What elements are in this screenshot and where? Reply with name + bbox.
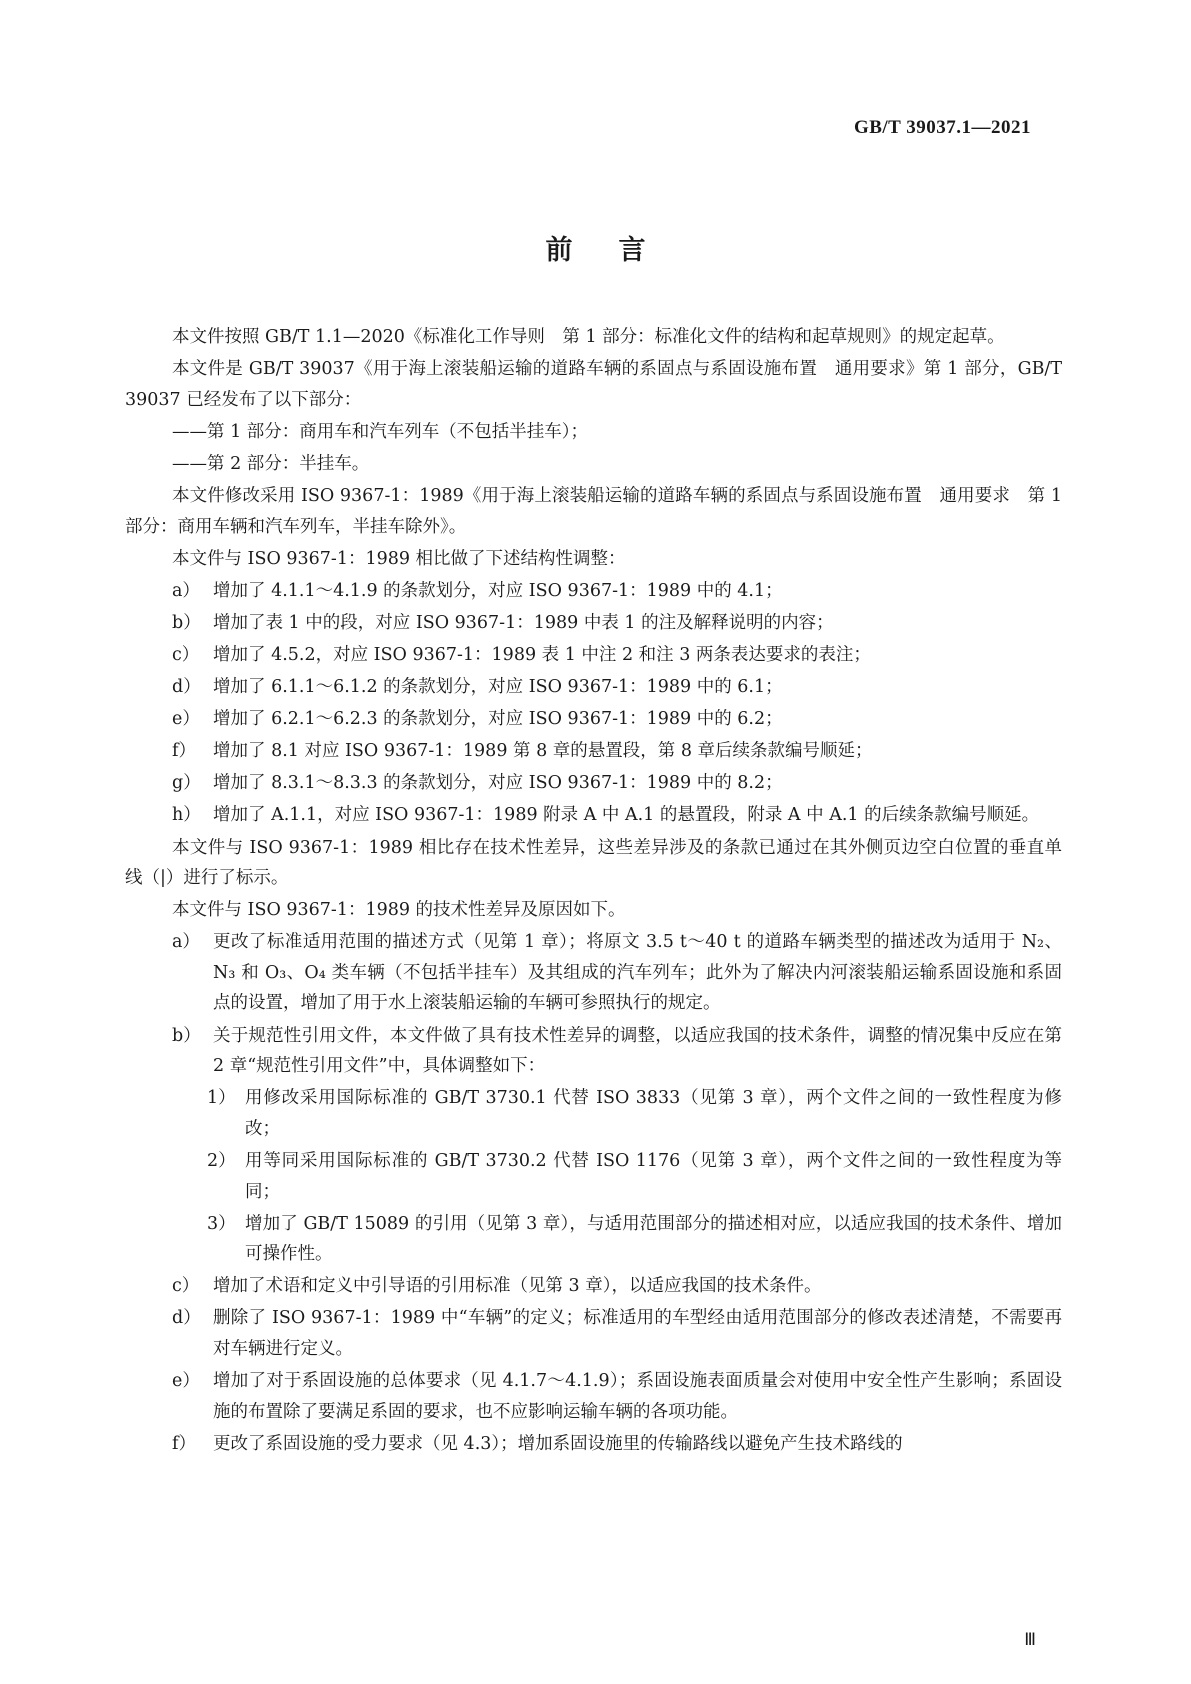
sub-list-item — [125, 1083, 1062, 1144]
list-item: ——第 2 部分：半挂车。 — [172, 453, 370, 474]
standard-number: GB/T 39037.1—2021 — [853, 117, 1031, 138]
list-item-text: 用等同采用国际标准的 GB/T 3730.2 代替 ISO 1176（见第 3 章），两个文件之间的一致性程度为等同； — [245, 1150, 1062, 1202]
sub-list-item — [125, 1146, 1062, 1207]
list-item-text: 用修改采用国际标准的 GB/T 3730.1 代替 ISO 3833（见第 3 章），两个文件之间的一致性程度为修改； — [245, 1088, 1062, 1139]
paragraph: 本文件是 GB/T 39037《用于海上滚装船运输的道路车辆的系固点与系固设施布置 通用要求》第 1 部分，GB/T 39037 已经发布了以下部分： — [125, 359, 1062, 410]
list-marker: f） — [172, 741, 196, 762]
page-title: 前言 — [545, 235, 692, 266]
list-marker: b） — [172, 612, 201, 633]
list-marker: c） — [172, 1276, 200, 1297]
list-item-text: 增加了 6.2.1～6.2.3 的条款划分，对应 ISO 9367-1：1989 中的 6.2； — [213, 709, 783, 730]
list-item-text: 增加了 8.3.1～8.3.3 的条款划分，对应 ISO 9367-1：1989 中的 8.2； — [213, 773, 783, 794]
list-marker: a） — [172, 932, 200, 953]
list-item: ——第 1 部分：商用车和汽车列车（不包括半挂车）； — [172, 421, 589, 442]
list-item-text: 关于规范性引用文件，本文件做了具有技术性差异的调整，以适应我国的技术条件，调整的情况集中反应在第 2 章“规范性引用文件”中，具体调整如下： — [213, 1025, 1062, 1077]
list-item — [125, 1021, 1062, 1082]
list-marker: 2） — [207, 1150, 236, 1171]
paragraph: 本文件修改采用 ISO 9367-1：1989《用于海上滚装船运输的道路车辆的系固点与系固设施布置 通用要求 第 1 部分：商用车辆和汽车列车，半挂车除外》。 — [125, 485, 1062, 537]
list-item — [125, 672, 1062, 703]
list-marker: c） — [172, 644, 200, 665]
list-marker: d） — [172, 677, 201, 698]
list-item-text: 增加了术语和定义中引导语的引用标准（见第 3 章），以适应我国的技术条件。 — [213, 1276, 822, 1297]
list-item — [125, 608, 1062, 639]
list-item — [125, 736, 1062, 767]
list-item-text: 增加了对于系固设施的总体要求（见 4.1.7～4.1.9）；系固设施表面质量会对使用中安全性产生影响；系固设施的布置除了要满足系固的要求，也不应影响运输车辆的各项功能。 — [213, 1371, 1062, 1422]
list-item — [125, 1429, 1062, 1460]
list-marker: f） — [172, 1433, 196, 1454]
paragraph: 本文件与 ISO 9367-1：1989 的技术性差异及原因如下。 — [172, 900, 626, 921]
list-item-text: 增加了 A.1.1，对应 ISO 9367-1：1989 附录 A 中 A.1 的悬置段，附录 A 中 A.1 的后续条款编号顺延。 — [213, 805, 1040, 826]
page-number: Ⅲ — [1024, 1630, 1036, 1649]
list-marker: a） — [172, 580, 200, 601]
paragraph: 本文件与 ISO 9367-1：1989 相比做了下述结构性调整： — [172, 548, 626, 569]
list-item-text: 增加了 GB/T 15089 的引用（见第 3 章），与适用范围部分的描述相对应，以适应我国的技术条件、增加可操作性。 — [245, 1213, 1062, 1265]
list-item — [125, 1271, 1062, 1302]
list-item-text: 增加了 8.1 对应 ISO 9367-1：1989 第 8 章的悬置段，第 8 章后续条款编号顺延； — [213, 741, 873, 762]
list-item — [125, 1366, 1062, 1427]
list-marker: e） — [172, 709, 200, 730]
sub-list-item — [125, 1209, 1062, 1270]
list-item — [125, 576, 1062, 607]
paragraph: 本文件按照 GB/T 1.1—2020《标准化工作导则 第 1 部分：标准化文件的结构和起草规则》的规定起草。 — [172, 327, 1005, 347]
list-item-text: 增加了 6.1.1～6.1.2 的条款划分，对应 ISO 9367-1：1989 中的 6.1； — [213, 677, 783, 698]
list-item-text: 增加了 4.1.1～4.1.9 的条款划分，对应 ISO 9367-1：1989 中的 4.1； — [213, 580, 783, 601]
list-item — [125, 768, 1062, 799]
list-item-text: 删除了 ISO 9367-1：1989 中“车辆”的定义；标准适用的车型经由适用范围部分的修改表述清楚，不需要再对车辆进行定义。 — [213, 1308, 1062, 1359]
list-item — [125, 927, 1062, 1019]
list-item-text: 增加了表 1 中的段，对应 ISO 9367-1：1989 中表 1 的注及解释说明的内容； — [213, 612, 834, 633]
list-item-text: 更改了标准适用范围的描述方式（见第 1 章）；将原文 3.5 t～40 t 的道路车辆类型的描述改为适用于 N₂、N₃ 和 O₃、O₄ 类车辆（不包括半挂车）及其组成的汽车列车；此外为了解决内河滚装船运输系固设施和系固点的设置，增加了用于水上滚装船运输的车辆可参照执行的规定。 — [213, 932, 1062, 1014]
list-marker: 3） — [207, 1213, 236, 1234]
list-item — [125, 640, 1062, 671]
list-marker: d） — [172, 1308, 201, 1329]
paragraph: 本文件与 ISO 9367-1：1989 相比存在技术性差异，这些差异涉及的条款已通过在其外侧页边空白位置的垂直单线（|）进行了标示。 — [125, 837, 1062, 889]
list-item — [125, 704, 1062, 735]
list-item-text: 更改了系固设施的受力要求（见 4.3）；增加系固设施里的传输路线以避免产生技术路线的 — [213, 1433, 903, 1454]
list-item — [125, 800, 1062, 831]
list-marker: e） — [172, 1371, 200, 1392]
list-marker: b） — [172, 1025, 201, 1046]
list-item — [125, 1303, 1062, 1364]
list-marker: h） — [172, 805, 201, 826]
list-marker: g） — [172, 773, 201, 794]
document-body — [125, 322, 1062, 1461]
list-marker: 1） — [207, 1088, 236, 1109]
list-item-text: 增加了 4.5.2，对应 ISO 9367-1：1989 表 1 中注 2 和注 3 两条表达要求的表注； — [213, 644, 871, 665]
